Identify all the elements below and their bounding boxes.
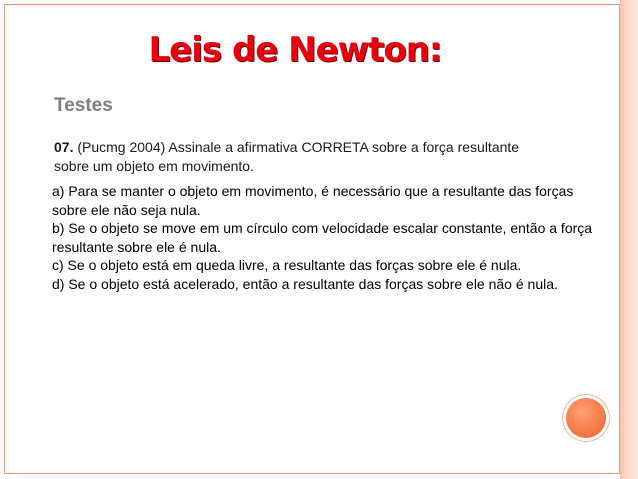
slide-subtitle: Testes xyxy=(54,95,113,116)
option-b: b) Se o objeto se move em um círculo com velocidade escalar constante, então a força resultante sobre ele é nula. xyxy=(52,220,593,255)
option-c: c) Se o objeto está em queda livre, a resultante das forças sobre ele é nula. xyxy=(52,257,522,274)
option-a: a) Para se manter o objeto em movimento, é necessário que a resultante das forças sobre ele não seja nula. xyxy=(52,183,574,218)
question-number: 07. xyxy=(54,139,74,155)
question-text xyxy=(54,138,524,175)
decorative-circle-icon xyxy=(566,398,606,438)
question-body: (Pucmg 2004) Assinale a afirmativa CORRETA sobre a força resultante sobre um objeto em movimento. xyxy=(54,139,520,174)
option-d: d) Se o objeto está acelerado, então a resultante das forças sobre ele não é nula. xyxy=(52,275,558,292)
decorative-side-bar xyxy=(620,0,638,479)
answer-options xyxy=(52,182,607,294)
slide-title: Leis de Newton: xyxy=(148,30,442,70)
